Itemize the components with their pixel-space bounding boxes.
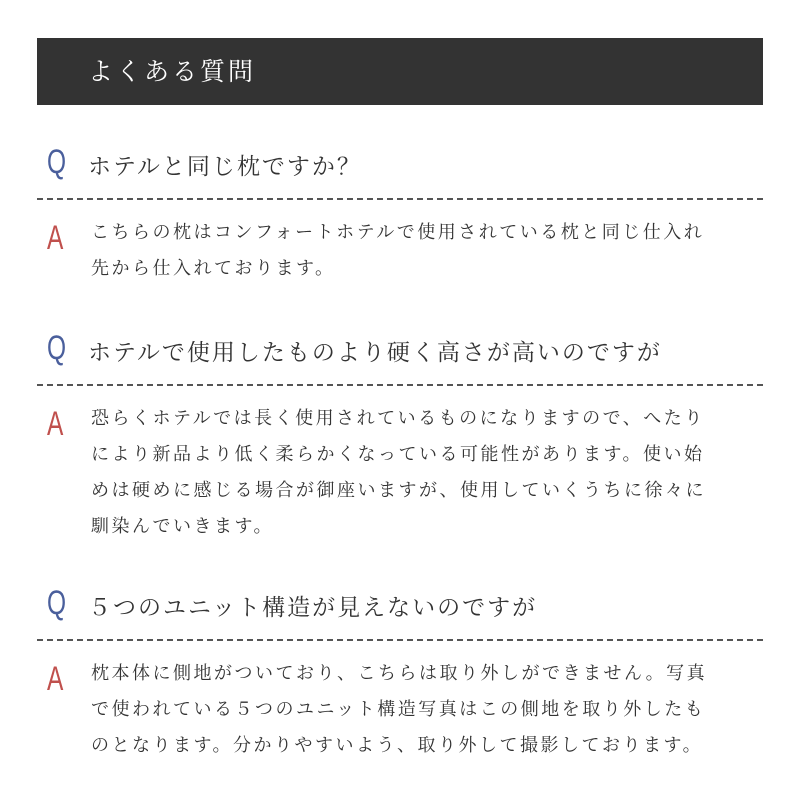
faq-item-2	[37, 326, 763, 537]
answer-line: こちらの枕はコンフォートホテルで使用されている枕と同じ仕入れ	[91, 222, 705, 243]
dashed-divider	[37, 198, 763, 200]
a-marker: A	[47, 405, 64, 443]
a-marker: A	[47, 660, 64, 698]
dashed-divider	[37, 639, 763, 641]
question-row	[37, 140, 763, 198]
dashed-divider	[37, 384, 763, 386]
answer-text	[91, 401, 759, 545]
answer-line: のとなります。分かりやすいよう、取り外して撮影しております。	[91, 735, 704, 756]
question-row	[37, 326, 763, 384]
question-text: ホテルで使用したものより硬く高さが高いのですが	[88, 340, 662, 366]
q-marker: Q	[47, 143, 67, 181]
answer-line: 先から仕入れております。	[91, 258, 336, 279]
answer-text	[91, 656, 759, 764]
a-marker: A	[47, 219, 64, 257]
answer-line: 枕本体に側地がついており、こちらは取り外しができません。写真	[91, 663, 708, 684]
question-text: ５つのユニット構造が見えないのですが	[88, 595, 538, 621]
q-marker: Q	[47, 584, 67, 622]
answer-line: 恐らくホテルでは長く使用されているものになりますので、へたり	[91, 408, 705, 429]
answer-line: めは硬めに感じる場合が御座いますが、使用していくうちに徐々に	[91, 480, 706, 501]
faq-item-1	[37, 140, 763, 279]
page-title: よくある質問	[88, 57, 257, 86]
answer-text	[91, 215, 759, 287]
question-text: ホテルと同じ枕ですか？	[88, 154, 362, 180]
question-row	[37, 581, 763, 639]
faq-item-3	[37, 581, 763, 756]
answer-line: により新品より低く柔らかくなっている可能性があります。使い始	[91, 444, 705, 465]
answer-line: 馴染んでいきます。	[91, 516, 275, 537]
faq-header-bar	[37, 38, 763, 105]
answer-line: で使われている５つのユニット構造写真はこの側地を取り外したも	[91, 699, 706, 720]
q-marker: Q	[47, 329, 67, 367]
